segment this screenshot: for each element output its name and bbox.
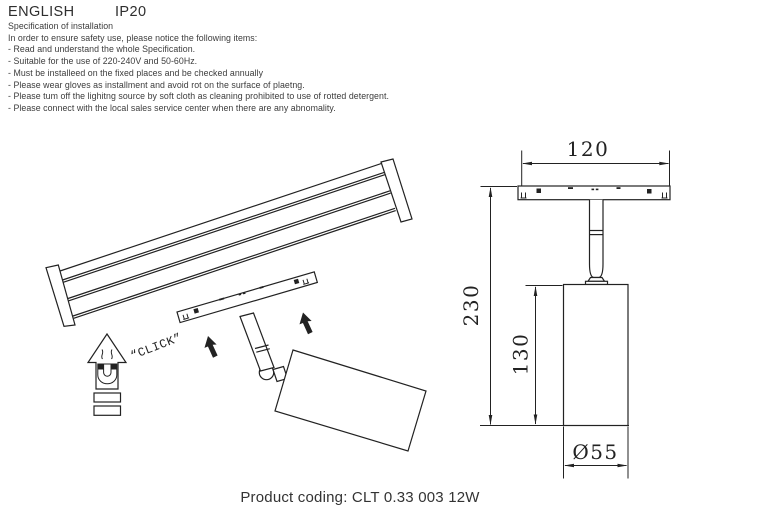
- instruction-item: - Must be installeed on the fixed places and be checked annually: [8, 67, 264, 78]
- instructions-title: Specification of installation: [8, 21, 114, 31]
- installation-illustration: [46, 159, 426, 451]
- instruction-item: - Please wear gloves as installment and avoid rot on the surface of plaetng.: [8, 79, 305, 90]
- insert-arrow-icon: [297, 311, 315, 336]
- stem-column: [586, 200, 608, 285]
- lamp-body: [564, 285, 629, 426]
- magnet-bar: [94, 406, 121, 415]
- instruction-item: - Please connect with the local sales service center when there are any abnomality.: [8, 102, 336, 113]
- dim-total-height: 230: [459, 283, 483, 327]
- instruction-item: - Read and understand the whole Specification.: [8, 44, 196, 55]
- fixture-stem: [240, 313, 274, 371]
- language-label: ENGLISH: [8, 4, 75, 20]
- instruction-item: - Please tum off the lighitng source by soft cloth as cleaning prohibited to use of rotted detergent.: [8, 91, 389, 102]
- product-coding: Product coding: CLT 0.33 003 12W: [240, 489, 480, 506]
- magnet-bar: [94, 393, 121, 402]
- lamp-head: [275, 350, 426, 451]
- dim-body-height: 130: [508, 332, 533, 376]
- dimension-drawing: [459, 137, 670, 479]
- adapter-bracket: [518, 186, 670, 200]
- insert-arrow-icon: [202, 334, 220, 359]
- magnet-icon: [88, 334, 126, 415]
- track-end-cap-left: [46, 265, 75, 326]
- instruction-item: - Suitable for the use of 220-240V and 50-60Hz.: [8, 56, 198, 67]
- dim-body-diameter: Ø55: [572, 440, 619, 464]
- spotlight-fixture: [177, 271, 426, 451]
- click-label: “CLICK”: [128, 330, 185, 364]
- ip-rating-label: IP20: [115, 4, 147, 20]
- magnet-pole: [98, 364, 104, 370]
- track-end-cap-right: [381, 159, 412, 222]
- dim-track-width: 120: [566, 137, 610, 161]
- magnet-pole: [111, 364, 117, 370]
- instructions-intro: In order to ensure safety use, please notice the following items:: [8, 32, 258, 43]
